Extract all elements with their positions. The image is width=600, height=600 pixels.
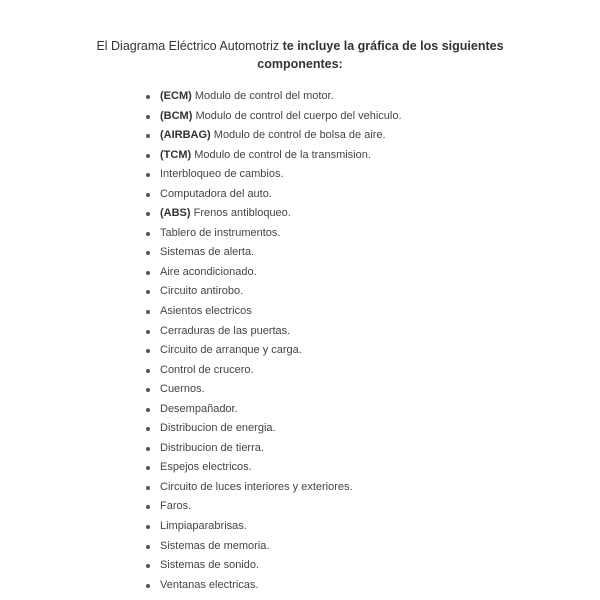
- list-item-text: Frenos antibloqueo.: [190, 207, 291, 220]
- list-item-content: [160, 322, 290, 342]
- list-item-text: Modulo de control de la transmision.: [191, 148, 371, 161]
- bullet-icon: [146, 232, 150, 236]
- list-item-text: Faros.: [160, 500, 192, 513]
- list-item-text: Cerraduras de las puertas.: [160, 324, 291, 337]
- list-item-content: [160, 556, 259, 576]
- intro-paragraph: [80, 37, 520, 73]
- list-item-code: (ABS): [160, 207, 191, 220]
- bullet-icon: [146, 193, 150, 197]
- bullet-icon: [146, 115, 150, 119]
- intro-bold-text-2: componentes:: [257, 57, 343, 71]
- list-item-content: [160, 302, 252, 322]
- bullet-icon: [146, 310, 150, 314]
- list-item-text: Circuito de arranque y carga.: [160, 344, 302, 357]
- list-item-text: Sistemas de memoria.: [160, 539, 270, 552]
- list-item-text: Tablero de instrumentos.: [160, 226, 281, 239]
- bullet-icon: [146, 545, 150, 549]
- intro-text: El Diagrama Eléctrico Automotriz: [96, 39, 283, 53]
- list-item-content: [160, 126, 386, 146]
- bullet-icon: [146, 447, 150, 451]
- intro-bold-text: te incluye la gráfica de los siguientes: [282, 39, 504, 53]
- list-item-code: (ECM): [160, 90, 192, 102]
- bullet-icon: [146, 505, 150, 509]
- list-item-text: Desempañador.: [160, 402, 238, 415]
- bullet-icon: [146, 290, 150, 294]
- list-item-content: [160, 576, 258, 596]
- bullet-icon: [146, 427, 150, 431]
- list-item-content: [160, 204, 291, 224]
- list-item-code: (AIRBAG): [160, 129, 211, 142]
- bullet-icon: [146, 173, 150, 177]
- list-item-text: Distribucion de energia.: [160, 422, 276, 435]
- list-item-text: Espejos electricos.: [160, 461, 252, 474]
- bullet-icon: [146, 388, 150, 392]
- list-item-content: [160, 439, 264, 459]
- bullet-icon: [146, 564, 150, 568]
- bullet-icon: [146, 95, 150, 99]
- bullet-icon: [146, 271, 150, 275]
- list-item-content: [160, 380, 205, 400]
- list-item-content: [160, 458, 252, 478]
- list-item-text: Ventanas electricas.: [160, 578, 259, 591]
- bullet-icon: [146, 330, 150, 334]
- list-item-text: Distribucion de tierra.: [160, 441, 264, 454]
- bullet-icon: [146, 369, 150, 373]
- list-item-content: [160, 419, 276, 439]
- bullet-icon: [146, 154, 150, 158]
- list-item-content: [160, 185, 272, 205]
- list-item-text: Modulo de control de bolsa de aire.: [210, 129, 386, 142]
- list-item-content: [160, 165, 284, 185]
- bullet-icon: [146, 525, 150, 529]
- list-item-content: [160, 400, 238, 420]
- list-item-content: [160, 478, 353, 498]
- list-item-text: Control de crucero.: [160, 363, 254, 376]
- list-item-text: Modulo de control del motor.: [191, 90, 334, 102]
- list-item-content: [160, 361, 254, 381]
- bullet-icon: [146, 251, 150, 255]
- list-item-text: Sistemas de sonido.: [160, 559, 260, 572]
- list-item-code: (TCM): [160, 148, 192, 161]
- list-item-text: Limpiaparabrisas.: [160, 520, 247, 533]
- list-item-content: [160, 243, 254, 263]
- list-item-text: Circuito antirobo.: [160, 285, 244, 298]
- list-item-content: [160, 282, 243, 302]
- bullet-icon: [146, 134, 150, 138]
- bullet-icon: [146, 349, 150, 353]
- list-item-text: Aire acondicionado.: [160, 265, 257, 278]
- list-item-content: [160, 497, 191, 517]
- list-item-content: [160, 341, 302, 361]
- list-item-text: Circuito de luces interiores y exteriores.: [160, 480, 353, 493]
- list-item-code: (BCM): [160, 109, 193, 122]
- bullet-icon: [146, 408, 150, 412]
- list-item-text: Sistemas de alerta.: [160, 246, 255, 259]
- list-item-content: [160, 263, 257, 283]
- list-item-content: [160, 517, 247, 537]
- bullet-icon: [146, 212, 150, 216]
- list-item-content: [160, 537, 269, 557]
- bullet-icon: [146, 584, 150, 588]
- list-item-content: [160, 224, 280, 244]
- list-item-content: [160, 87, 334, 107]
- list-item-text: Asientos electricos: [160, 305, 252, 318]
- list-item-content: [160, 107, 402, 127]
- list-item-text: Modulo de control del cuerpo del vehiculo.: [192, 109, 402, 122]
- bullet-icon: [146, 486, 150, 490]
- list-item-content: [160, 146, 371, 166]
- list-item-text: Computadora del auto.: [160, 187, 272, 200]
- list-item-text: Cuernos.: [160, 383, 205, 396]
- list-item-text: Interbloqueo de cambios.: [160, 168, 284, 181]
- bullet-icon: [146, 466, 150, 470]
